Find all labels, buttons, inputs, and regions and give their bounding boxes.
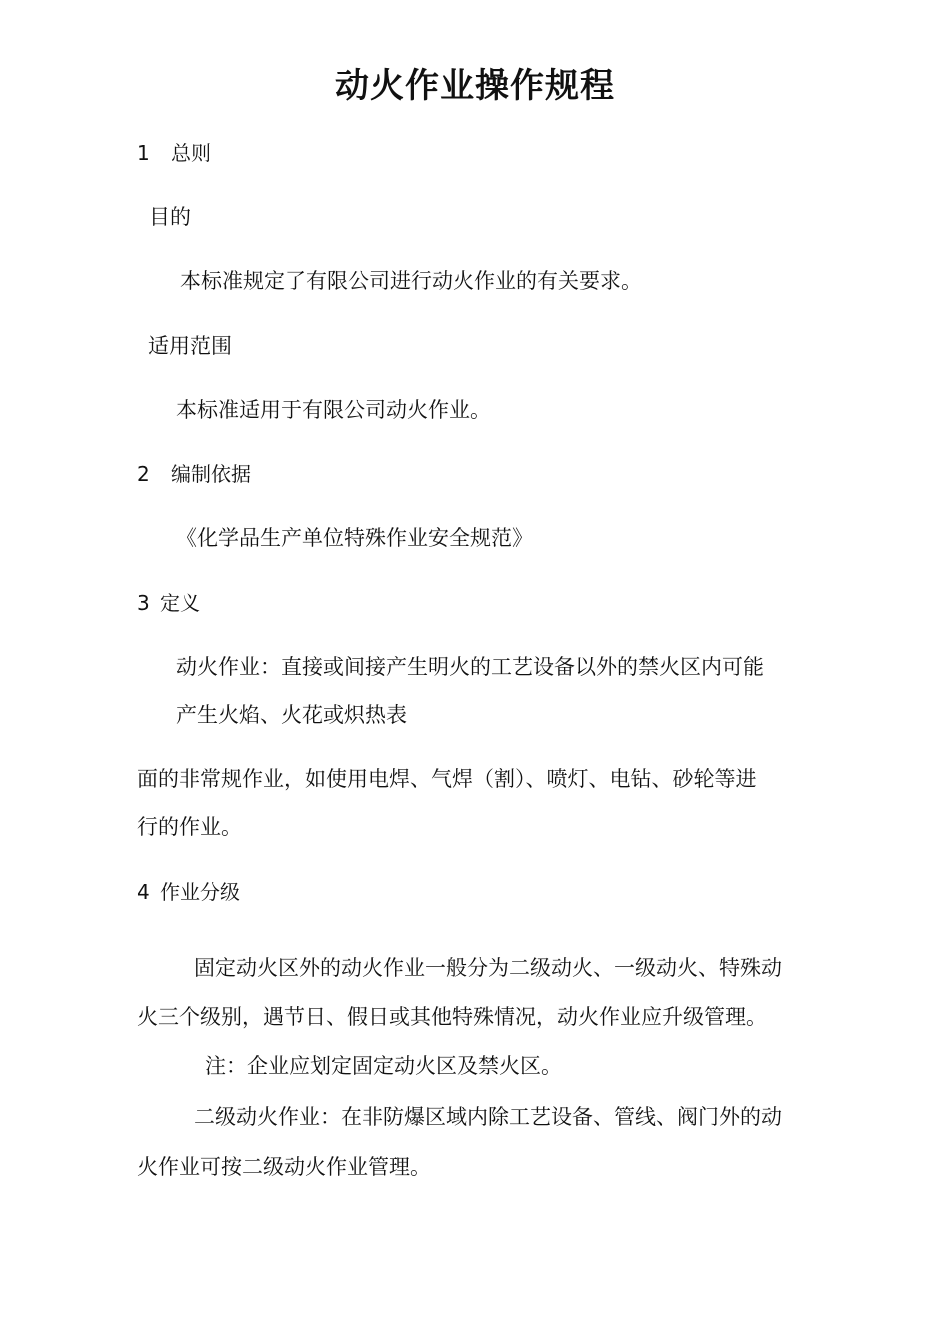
- section-number: 3: [137, 591, 150, 615]
- section-1-heading: [137, 138, 211, 168]
- grading-para-2-line-2: 火作业可按二级动火作业管理。: [137, 1155, 431, 1179]
- scope-text: 本标准适用于有限公司动火作业。: [176, 398, 491, 422]
- purpose-text: 本标准规定了有限公司进行动火作业的有关要求。: [180, 269, 642, 293]
- section-2-heading: [137, 459, 251, 489]
- definition-line-3: 面的非常规作业，如使用电焊、气焊（割）、喷灯、电钻、砂轮等进: [137, 767, 757, 791]
- section-title: 编制依据: [171, 462, 251, 486]
- grading-para-2-line-1: 二级动火作业：在非防爆区域内除工艺设备、管线、阀门外的动: [194, 1105, 782, 1129]
- section-number: 1: [137, 141, 150, 165]
- definition-line-2: 产生火焰、火花或炽热表: [176, 703, 407, 727]
- section-4-heading: [137, 877, 240, 907]
- reference-standard: 《化学品生产单位特殊作业安全规范》: [176, 526, 533, 550]
- grading-para-1-line-1: 固定动火区外的动火作业一般分为二级动火、一级动火、特殊动: [194, 956, 782, 980]
- section-title: 定义: [160, 591, 200, 615]
- definition-line-1: 动火作业：直接或间接产生明火的工艺设备以外的禁火区内可能: [176, 655, 764, 679]
- section-number: 4: [137, 880, 150, 904]
- section-title: 作业分级: [160, 880, 240, 904]
- section-number: 2: [137, 462, 150, 486]
- grading-para-1-line-2: 火三个级别，遇节日、假日或其他特殊情况，动火作业应升级管理。: [137, 1005, 767, 1029]
- section-3-heading: [137, 588, 200, 618]
- grading-note: 注：企业应划定固定动火区及禁火区。: [205, 1054, 562, 1078]
- document-title: 动火作业操作规程: [335, 66, 615, 106]
- scope-heading: 适用范围: [148, 334, 232, 358]
- definition-line-4: 行的作业。: [137, 815, 242, 839]
- section-title: 总则: [171, 141, 211, 165]
- purpose-heading: 目的: [149, 205, 191, 229]
